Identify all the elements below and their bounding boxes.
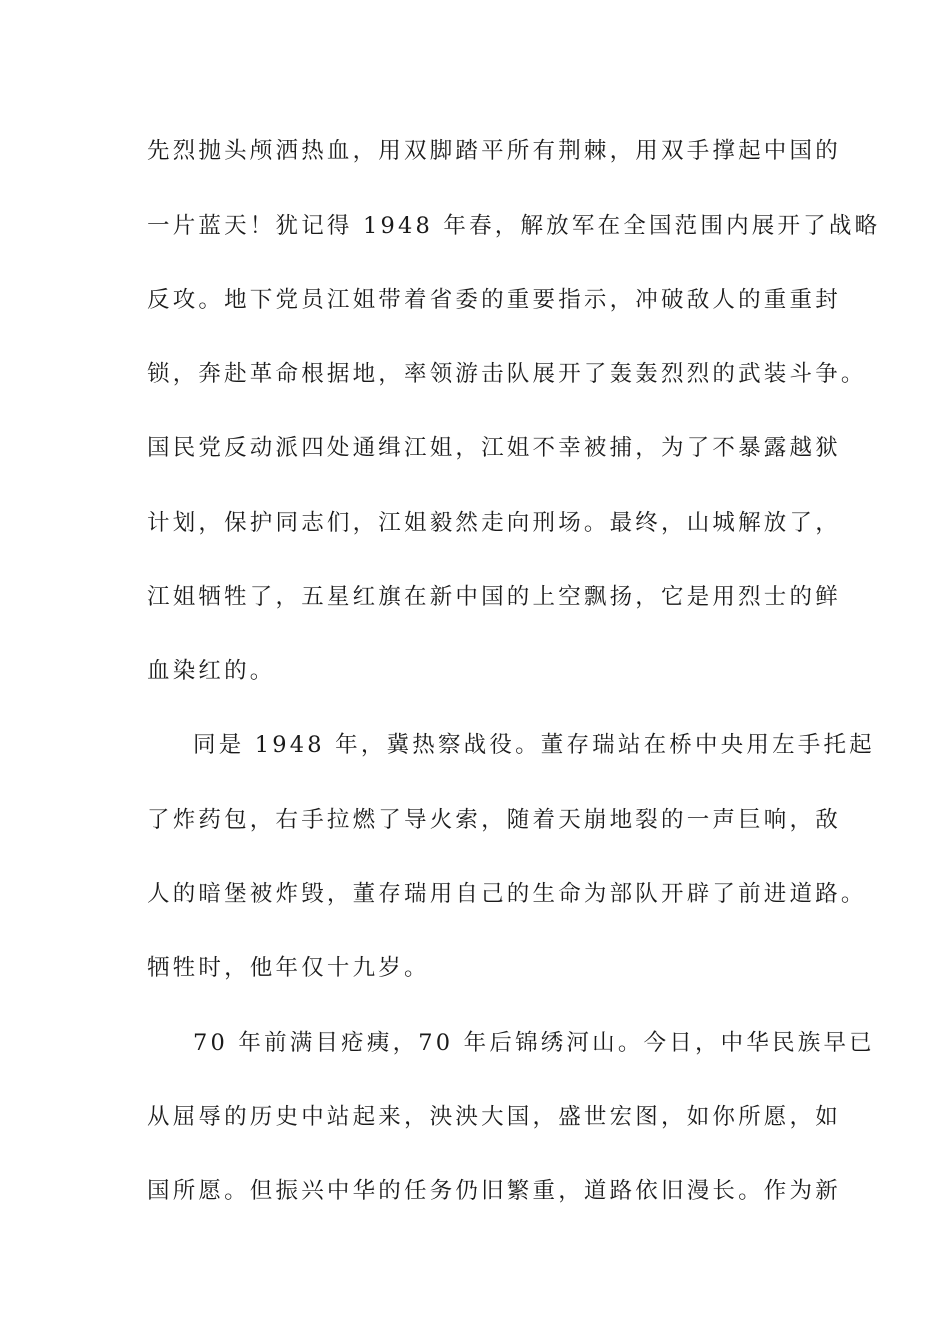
paragraph-start-line: 同是 1948 年，冀热察战役。董存瑞站在桥中央用左手托起 [193,732,875,758]
text-line: 牺牲时，他年仅十九岁。 [147,955,430,981]
text-line: 从屈辱的历史中站起来，泱泱大国，盛世宏图，如你所愿，如 [147,1104,841,1130]
text-line: 锁，奔赴革命根据地，率领游击队展开了轰轰烈烈的武装斗争。 [147,361,867,387]
text-line: 先烈抛头颅洒热血，用双脚踏平所有荆棘，用双手撑起中国的 [147,138,841,164]
text-line: 国所愿。但振兴中华的任务仍旧繁重，道路依旧漫长。作为新 [147,1178,841,1204]
text-line: 国民党反动派四处通缉江姐，江姐不幸被捕，为了不暴露越狱 [147,435,841,461]
text-line: 江姐牺牲了，五星红旗在新中国的上空飘扬，它是用烈士的鲜 [147,584,841,610]
text-line: 人的暗堡被炸毁，董存瑞用自己的生命为部队开辟了前进道路。 [147,881,867,907]
text-line: 血染红的。 [147,658,276,684]
paragraph-start-line: 70 年前满目疮痍，70 年后锦绣河山。今日，中华民族早已 [193,1030,875,1056]
text-line: 了炸药包，右手拉燃了导火索，随着天崩地裂的一声巨响，敌 [147,807,841,833]
text-line: 一片蓝天！犹记得 1948 年春，解放军在全国范围内展开了战略 [147,213,881,239]
text-line: 计划，保护同志们，江姐毅然走向刑场。最终，山城解放了， [147,510,841,536]
text-line: 反攻。地下党员江姐带着省委的重要指示，冲破敌人的重重封 [147,287,841,313]
